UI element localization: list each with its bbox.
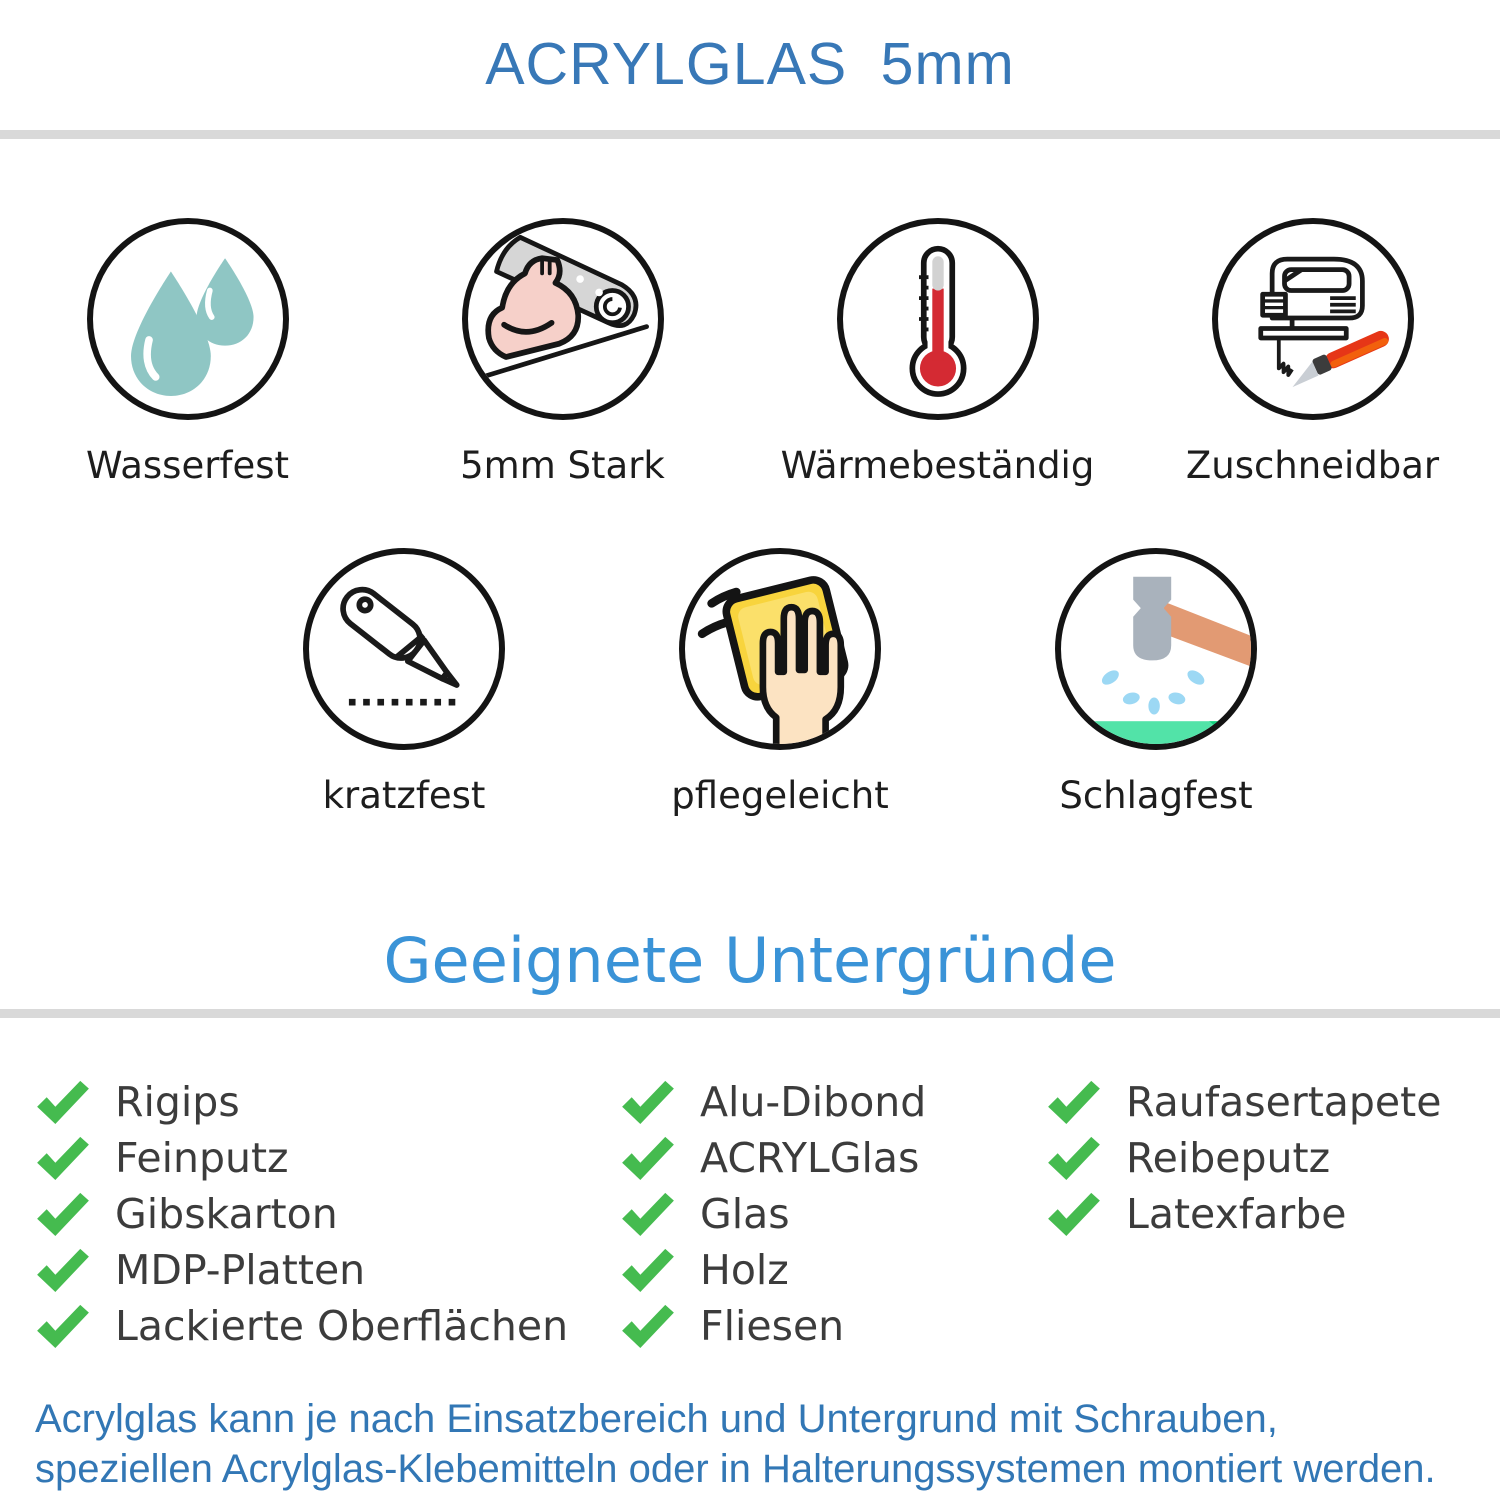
list-item-label: Gibskarton <box>115 1190 338 1238</box>
check-icon <box>620 1303 676 1349</box>
check-icon <box>1046 1191 1102 1237</box>
list-item <box>35 1298 568 1354</box>
list-item <box>620 1242 926 1298</box>
feature-cuttable <box>1125 218 1500 487</box>
check-icon <box>620 1191 676 1237</box>
feature-label: Wärmebeständig <box>780 444 1095 487</box>
feature-label: pflegeleicht <box>671 774 889 817</box>
check-icon <box>35 1191 91 1237</box>
substrate-column-1 <box>35 1074 568 1354</box>
list-item-label: Glas <box>700 1190 790 1238</box>
substrate-column-3 <box>1046 1074 1441 1242</box>
check-icon <box>35 1135 91 1181</box>
cleaning-hand-icon <box>679 548 881 750</box>
list-item <box>1046 1186 1441 1242</box>
mounting-note <box>35 1394 1490 1494</box>
check-icon <box>620 1135 676 1181</box>
page-title: ACRYLGLAS 5mm <box>485 31 1015 97</box>
feature-label: Wasserfest <box>86 444 289 487</box>
list-item <box>35 1074 568 1130</box>
divider-bar <box>0 1009 1500 1018</box>
list-item-label: Holz <box>700 1246 789 1294</box>
feature-label: Zuschneidbar <box>1185 444 1440 487</box>
list-item-label: Reibeputz <box>1126 1134 1331 1182</box>
check-icon <box>1046 1135 1102 1181</box>
feature-label: Schlagfest <box>1059 774 1253 817</box>
divider-bar <box>0 130 1500 139</box>
feature-row-1 <box>0 218 1500 487</box>
list-item <box>620 1130 926 1186</box>
list-item-label: Raufasertapete <box>1126 1078 1442 1126</box>
list-item-label: Rigips <box>115 1078 240 1126</box>
section-heading-substrates: Geeignete Untergründe <box>383 924 1117 997</box>
strong-arm-roll-icon <box>462 218 664 420</box>
check-icon <box>35 1303 91 1349</box>
list-item-label: Fliesen <box>700 1302 845 1350</box>
feature-waterproof <box>0 218 375 487</box>
check-icon <box>35 1079 91 1125</box>
substrate-column-2 <box>620 1074 926 1354</box>
list-item <box>620 1074 926 1130</box>
list-item <box>35 1242 568 1298</box>
feature-easy-care <box>592 548 968 817</box>
check-icon <box>620 1247 676 1293</box>
list-item <box>35 1186 568 1242</box>
list-item <box>1046 1130 1441 1186</box>
list-item <box>1046 1074 1441 1130</box>
utility-knife-icon <box>303 548 505 750</box>
check-icon <box>620 1079 676 1125</box>
thermometer-icon <box>837 218 1039 420</box>
hammer-impact-icon <box>1055 548 1257 750</box>
check-icon <box>1046 1079 1102 1125</box>
feature-row-2 <box>0 548 1500 817</box>
feature-5mm-strong <box>375 218 750 487</box>
list-item <box>620 1186 926 1242</box>
list-item-label: Lackierte Oberflächen <box>115 1302 569 1350</box>
jigsaw-cutter-icon <box>1212 218 1414 420</box>
feature-heat-resistant <box>750 218 1125 487</box>
list-item-label: Latexfarbe <box>1126 1190 1347 1238</box>
feature-label: kratzfest <box>322 774 486 817</box>
list-item <box>620 1298 926 1354</box>
mounting-note-line-1: Acrylglas kann je nach Einsatzbereich und Untergrund mit Schrauben, <box>35 1397 1278 1441</box>
list-item-label: Alu-Dibond <box>700 1078 927 1126</box>
list-item-label: Feinputz <box>115 1134 289 1182</box>
list-item-label: ACRYLGlas <box>700 1134 920 1182</box>
list-item <box>35 1130 568 1186</box>
list-item-label: MDP-Platten <box>115 1246 366 1294</box>
feature-scratch-proof <box>216 548 592 817</box>
feature-label: 5mm Stark <box>460 444 665 487</box>
mounting-note-line-2: speziellen Acrylglas-Klebemitteln oder in Halterungssystemen montiert werden. <box>35 1447 1436 1491</box>
feature-impact-proof <box>968 548 1344 817</box>
water-drops-icon <box>87 218 289 420</box>
check-icon <box>35 1247 91 1293</box>
